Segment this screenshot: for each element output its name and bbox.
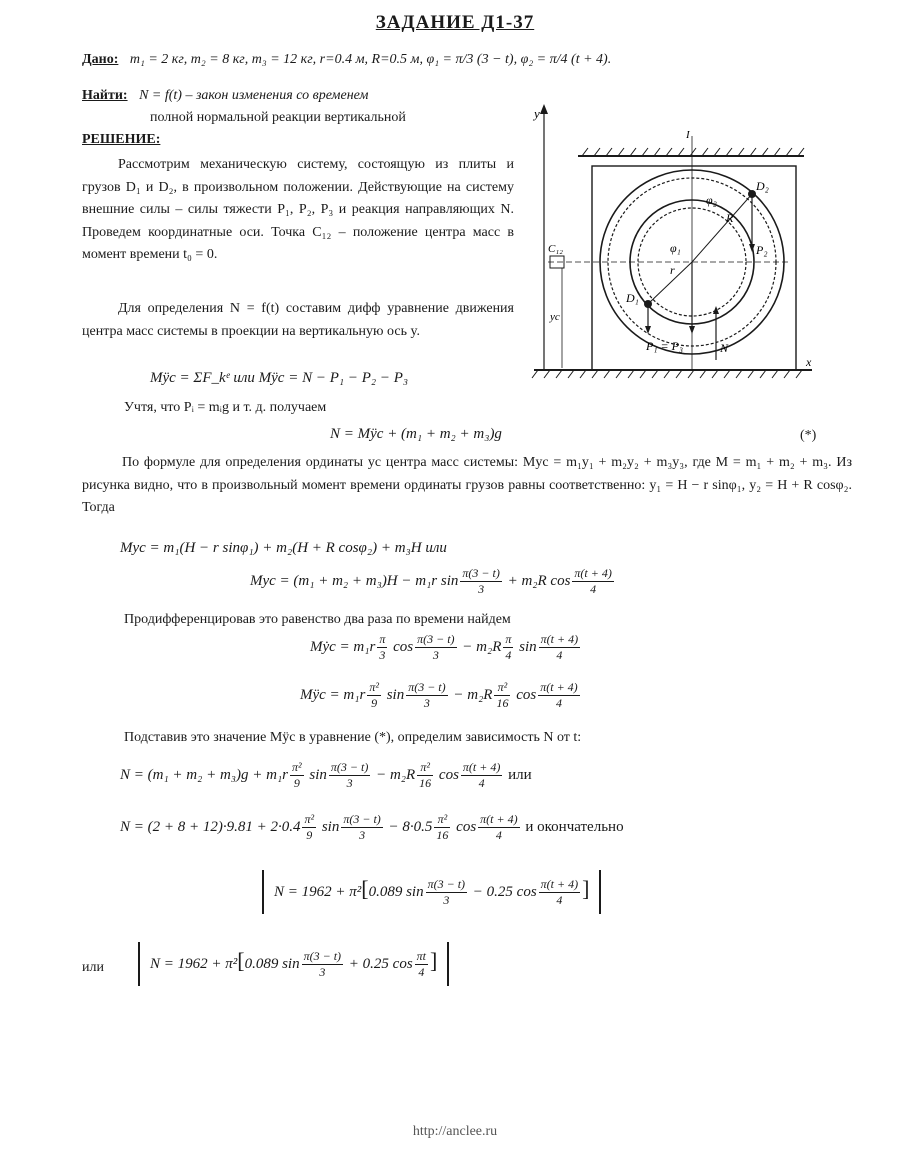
- page-title: ЗАДАНИЕ Д1-37: [375, 12, 535, 33]
- find-line: [82, 88, 368, 104]
- y-axis-arrow: [540, 104, 548, 114]
- given-label: Дано:: [82, 52, 119, 67]
- label-I: I: [686, 129, 690, 141]
- note-2: Продифференцировав это равенство два раза по времени найдем: [124, 612, 511, 627]
- footer-url: http://anclee.ru: [412, 1124, 498, 1139]
- find-text-2: полной нормальной реакции вертикальной: [150, 110, 406, 125]
- label-r: r: [670, 263, 675, 277]
- label-phi1: φ₁: [670, 241, 681, 255]
- equation-1: Mÿc = ΣF_kᵉ или Mÿc = N − P₁ − P₂ − P₃: [150, 370, 409, 386]
- equation-2: N = Mÿc + (m₁ + m₂ + m₃)g: [330, 426, 502, 442]
- given-text: m₁ = 2 кг, m₂ = 8 кг, m₃ = 12 кг, r=0.4 м, R=0.5 м, φ₁ = π/3 (3 − t), φ₂ = π/4 (t + 4).: [129, 52, 612, 67]
- ceiling-hatching: [582, 148, 804, 156]
- answer-box-2: N = 1962 + π²[0.089 sin $\frac{\pi(3 - t)}{3}$ + 0.25 cos $\frac{\pi t}{4}$ ]: [138, 942, 449, 986]
- note-3: Подставив это значение Mÿc в уравнение (*), определим зависимость N от t:: [124, 730, 582, 745]
- label-P1-P3: P₁ = P₃: [646, 339, 684, 353]
- equation-8: N = (2 + 8 + 12)·9.81 + 2·0.4 $\frac{\text{π²}}{9}$ sin $\frac{\pi(3 - t)}{3}$ − 8·0.5 $\frac{\text{π²}}{16}$ cos $\frac{\pi(t + 4)}{4}$ и окончательно: [120, 812, 624, 842]
- ground-hatching: [532, 370, 802, 378]
- label-P2: P₂: [756, 243, 768, 257]
- label-R: R: [726, 211, 734, 225]
- find-text-1: N = f(t) – закон изменения со временем: [139, 88, 369, 103]
- label-D1: D₁: [626, 291, 639, 305]
- x-axis-label: x: [806, 355, 812, 369]
- label-D2: D₂: [756, 179, 769, 193]
- answer-box-1: N = 1962 + π²[0.089 sin $\frac{\pi(3 - t)}{3}$ − 0.25 cos $\frac{\pi(t + 4)}{4}$ ]: [262, 870, 601, 914]
- equation-3: Myc = m₁(H − r sinφ₁) + m₂(H + R cosφ₂) + m₃H или: [120, 540, 447, 556]
- y-axis-label: y: [534, 106, 540, 121]
- label-N: N: [720, 341, 729, 355]
- find-label: Найти:: [82, 88, 128, 103]
- solution-paragraph-3: По формуле для определения ординаты yc центра масс системы: Myc = m₁y₁ + m₂y₂ + m₃y₃, где M = m₁ + m₂ + m₃. Из рисунка видно, что в произвольный момент времени ординаты грузов равны соответственно: y₁ = H − r sinφ₁, y₂ = H + R cosφ₂. Тогда: [82, 455, 852, 515]
- equation-5: Mẏc = m₁r $\frac{\pi}{3}$ cos $\frac{\pi(3 - t)}{3}$ − m₂R $\frac{\pi}{4}$ sin $\frac{\pi(t + 4)}{4}$: [310, 632, 579, 662]
- label-C12: C₁₂: [548, 243, 563, 255]
- label-yc: yc: [550, 311, 560, 323]
- solution-paragraph-2: Для определения N = f(t) составим дифф уравнение движения центра масс системы в проекции на вертикальную ось y.: [82, 301, 514, 339]
- equation-2-tag: (*): [800, 428, 817, 443]
- or-label: или: [82, 960, 104, 975]
- equation-7: N = (m₁ + m₂ + m₃)g + m₁r $\frac{\text{π²}}{9}$ sin $\frac{\pi(3 - t)}{3}$ − m₂R $\frac{\text{π²}}{16}$ cos $\frac{\pi(t + 4)}{4}$ или: [120, 760, 532, 790]
- note-1: Учтя, что Pᵢ = mᵢg и т. д. получаем: [124, 400, 327, 415]
- plate-frame: [592, 166, 796, 370]
- mechanism-figure: [520, 98, 820, 398]
- given-line: [82, 52, 611, 68]
- solution-label: РЕШЕНИЕ:: [82, 132, 161, 147]
- solution-paragraph-1: Рассмотрим механическую систему, состоящую из плиты и грузов D₁ и D₂, в произвольном положении. Действующие на систему внешние силы – силы тяжести P₁, P₂, P₃ и реакция направляющих N. Проведем координатные оси. Точка C₁₂ – положение центра масс в момент времени t₀ = 0.: [82, 157, 514, 262]
- equation-4: Myc = (m₁ + m₂ + m₃)H − m₁r sin $\frac{\pi(3 - t)}{3}$ + m₂R cos $\frac{\pi(t + 4)}{4}$: [250, 566, 612, 596]
- equation-6: Mÿc = m₁r $\frac{\text{π²}}{9}$ sin $\frac{\pi(3 - t)}{3}$ − m₂R $\frac{\text{π²}}{16}$ cos $\frac{\pi(t + 4)}{4}$: [300, 680, 578, 710]
- label-phi2: φ₂: [706, 193, 717, 207]
